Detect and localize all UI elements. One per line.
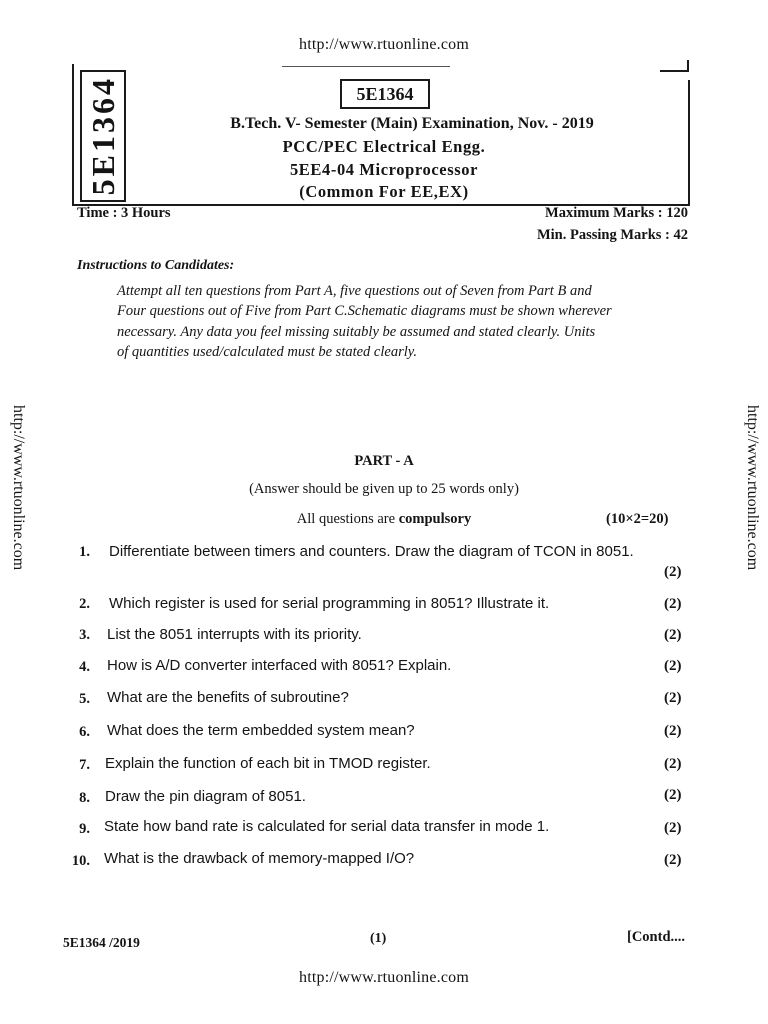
question-number: 1. bbox=[79, 544, 90, 560]
question-number: 4. bbox=[79, 659, 90, 675]
compulsory-word: compulsory bbox=[398, 511, 472, 527]
question-number: 9. bbox=[79, 821, 90, 837]
part-a-compulsory bbox=[234, 511, 534, 528]
frame-right-border bbox=[688, 80, 690, 206]
question-text: Explain the function of each bit in TMOD register. bbox=[105, 755, 431, 772]
instructions-line: Attempt all ten questions from Part A, five questions out of Seven from Part B and bbox=[117, 283, 592, 299]
common-for: (Common For EE,EX) bbox=[299, 182, 469, 201]
question-text: What does the term embedded system mean? bbox=[107, 722, 415, 739]
question-marks: (2) bbox=[664, 627, 682, 643]
frame-left-border bbox=[72, 64, 74, 206]
question-text: What are the benefits of subroutine? bbox=[107, 689, 349, 706]
question-marks: (2) bbox=[664, 658, 682, 674]
page-number: (1) bbox=[370, 931, 387, 946]
vertical-paper-code: 5E1364 bbox=[85, 76, 121, 196]
question-number: 7. bbox=[79, 757, 90, 773]
subject-title: 5EE4-04 Microprocessor bbox=[289, 160, 479, 179]
question-number: 3. bbox=[79, 627, 90, 643]
part-a-title: PART - A bbox=[354, 453, 414, 469]
question-text: Which register is used for serial programming in 8051? Illustrate it. bbox=[109, 595, 550, 612]
question-marks: (2) bbox=[664, 723, 682, 739]
time-allowed: Time : 3 Hours bbox=[77, 205, 171, 221]
question-text: Differentiate between timers and counters. Draw the diagram of TCON in 8051. bbox=[109, 543, 634, 560]
side-watermark-left: http://www.rtuonline.com bbox=[10, 405, 27, 571]
question-marks: (2) bbox=[664, 852, 682, 868]
question-number: 10. bbox=[71, 853, 90, 869]
question-text: State how band rate is calculated for serial data transfer in mode 1. bbox=[104, 818, 550, 835]
min-passing-marks: Min. Passing Marks : 42 bbox=[536, 227, 688, 243]
question-marks: (2) bbox=[664, 820, 682, 836]
part-a-note: (Answer should be given up to 25 words only) bbox=[249, 481, 519, 497]
question-text: What is the drawback of memory-mapped I/O? bbox=[104, 850, 415, 867]
question-marks: (2) bbox=[664, 787, 682, 803]
footer-url: http://www.rtuonline.com bbox=[299, 969, 469, 986]
question-number: 6. bbox=[79, 724, 90, 740]
question-marks: (2) bbox=[664, 596, 682, 612]
compulsory-prefix: All questions are bbox=[296, 511, 396, 527]
instructions-line: of quantities used/calculated must be stated clearly. bbox=[117, 344, 418, 360]
question-text: Draw the pin diagram of 8051. bbox=[105, 788, 306, 805]
maximum-marks: Maximum Marks : 120 bbox=[545, 205, 688, 221]
question-text: List the 8051 interrupts with its priority. bbox=[107, 626, 362, 643]
paper-code-box bbox=[340, 79, 430, 109]
side-watermark-right: http://www.rtuonline.com bbox=[744, 405, 761, 571]
header-url: http://www.rtuonline.com bbox=[299, 36, 469, 53]
question-number: 8. bbox=[79, 790, 90, 806]
part-a-marks-scheme: (10×2=20) bbox=[606, 511, 669, 527]
exam-title: B.Tech. V- Semester (Main) Examination, Nov. - 2019 bbox=[230, 115, 594, 132]
frame-corner-mark bbox=[660, 60, 689, 72]
question-number: 2. bbox=[79, 596, 90, 612]
frame-top-border bbox=[282, 66, 450, 67]
footer-paper-code: 5E1364 /2019 bbox=[63, 935, 140, 950]
question-text: How is A/D converter interfaced with 8051? Explain. bbox=[107, 657, 452, 674]
continued-marker: [Contd.... bbox=[627, 929, 686, 945]
question-marks: (2) bbox=[664, 756, 682, 772]
instructions-line: Four questions out of Five from Part C.Schematic diagrams must be shown wherever bbox=[117, 303, 612, 319]
instructions-line: necessary. Any data you feel missing suitably be assumed and stated clearly. Units bbox=[117, 324, 596, 340]
question-marks: (2) bbox=[664, 690, 682, 706]
question-number: 5. bbox=[79, 691, 90, 707]
instructions-heading: Instructions to Candidates: bbox=[77, 258, 235, 273]
branch-title: PCC/PEC Electrical Engg. bbox=[282, 137, 486, 156]
vertical-paper-code-box bbox=[80, 70, 126, 202]
question-marks: (2) bbox=[664, 564, 682, 580]
paper-code: 5E1364 bbox=[356, 83, 414, 104]
